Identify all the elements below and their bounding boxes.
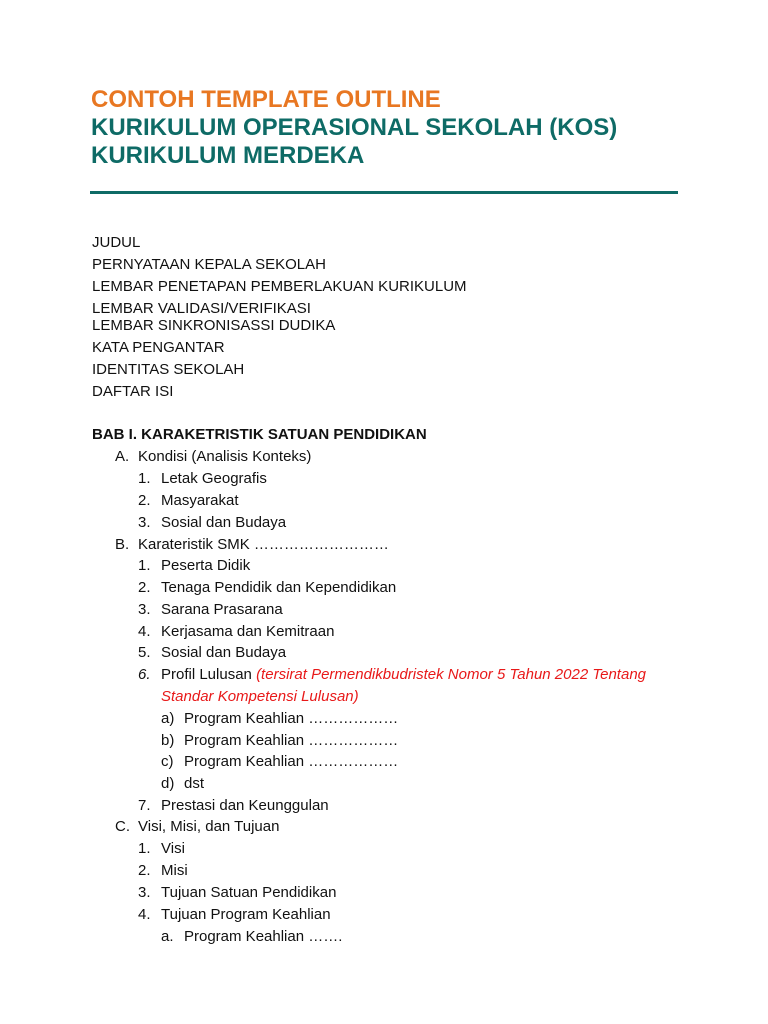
profil-lulusan-label: Profil Lulusan <box>161 666 252 683</box>
list-marker: c) <box>161 753 174 770</box>
front-item-penetapan: LEMBAR PENETAPAN PEMBERLAKUAN KURIKULUM <box>92 278 467 295</box>
front-item-pernyataan: PERNYATAAN KEPALA SEKOLAH <box>92 256 326 273</box>
list-marker: a. <box>161 928 174 945</box>
list-label: Kerjasama dan Kemitraan <box>161 623 335 640</box>
list-label: Visi <box>161 840 185 857</box>
list-marker: 2. <box>138 492 151 509</box>
list-label: dst <box>184 775 205 792</box>
title-line-3: KURIKULUM MERDEKA <box>91 142 365 169</box>
list-marker: 3. <box>138 601 151 618</box>
list-label: Peserta Didik <box>161 557 251 574</box>
list-label: Program Keahlian ……………… <box>184 710 399 727</box>
section-a-marker: A. <box>115 448 130 465</box>
front-item-daftar-isi: DAFTAR ISI <box>92 383 174 400</box>
title-line-2: KURIKULUM OPERASIONAL SEKOLAH (KOS) <box>91 114 618 141</box>
list-label: Sosial dan Budaya <box>161 644 287 661</box>
list-label: Tenaga Pendidik dan Kependidikan <box>161 579 397 596</box>
front-item-validasi: LEMBAR VALIDASI/VERIFIKASI <box>92 300 311 317</box>
list-marker: a) <box>161 710 175 727</box>
list-marker: d) <box>161 775 175 792</box>
list-marker: b) <box>161 732 175 749</box>
section-b-marker: B. <box>115 536 130 553</box>
list-label: Program Keahlian ……………… <box>184 732 399 749</box>
profil-lulusan-note: (tersirat Permendikbudristek Nomor 5 Tahun 2022 Tentang <box>256 666 647 683</box>
list-marker: 3. <box>138 884 151 901</box>
list-marker: 6. <box>138 666 151 683</box>
list-marker: 7. <box>138 797 151 814</box>
front-item-judul: JUDUL <box>92 234 141 251</box>
list-label: Program Keahlian ……………… <box>184 753 399 770</box>
list-label: Tujuan Program Keahlian <box>161 906 331 923</box>
list-label: Masyarakat <box>161 492 239 509</box>
list-label: Sosial dan Budaya <box>161 514 287 531</box>
section-c-label: Visi, Misi, dan Tujuan <box>138 818 280 835</box>
list-label: Program Keahlian ……. <box>184 928 343 945</box>
section-b-label: Karateristik SMK ……………………… <box>138 536 389 553</box>
list-marker: 2. <box>138 579 151 596</box>
list-marker: 1. <box>138 840 151 857</box>
list-label: Letak Geografis <box>161 470 267 487</box>
front-item-sinkronisasi: LEMBAR SINKRONISASSI DUDIKA <box>92 317 336 334</box>
list-marker: 5. <box>138 644 151 661</box>
section-c-marker: C. <box>115 818 130 835</box>
list-marker: 4. <box>138 906 151 923</box>
title-line-1: CONTOH TEMPLATE OUTLINE <box>91 86 441 113</box>
bab1-heading: BAB I. KARAKETRISTIK SATUAN PENDIDIKAN <box>92 426 427 443</box>
list-label: Tujuan Satuan Pendidikan <box>161 884 337 901</box>
title-divider <box>90 191 678 194</box>
list-marker: 2. <box>138 862 151 879</box>
list-marker: 4. <box>138 623 151 640</box>
document-title <box>91 86 617 170</box>
list-marker: 3. <box>138 514 151 531</box>
list-label: Sarana Prasarana <box>161 601 283 618</box>
list-label: Misi <box>161 862 188 879</box>
profil-lulusan-note-line2: Standar Kompetensi Lulusan) <box>161 688 359 705</box>
list-marker: 1. <box>138 557 151 574</box>
section-a-label: Kondisi (Analisis Konteks) <box>138 448 312 465</box>
front-item-identitas: IDENTITAS SEKOLAH <box>92 361 245 378</box>
list-marker: 1. <box>138 470 151 487</box>
list-label: Prestasi dan Keunggulan <box>161 797 329 814</box>
front-item-kata-pengantar: KATA PENGANTAR <box>92 339 225 356</box>
